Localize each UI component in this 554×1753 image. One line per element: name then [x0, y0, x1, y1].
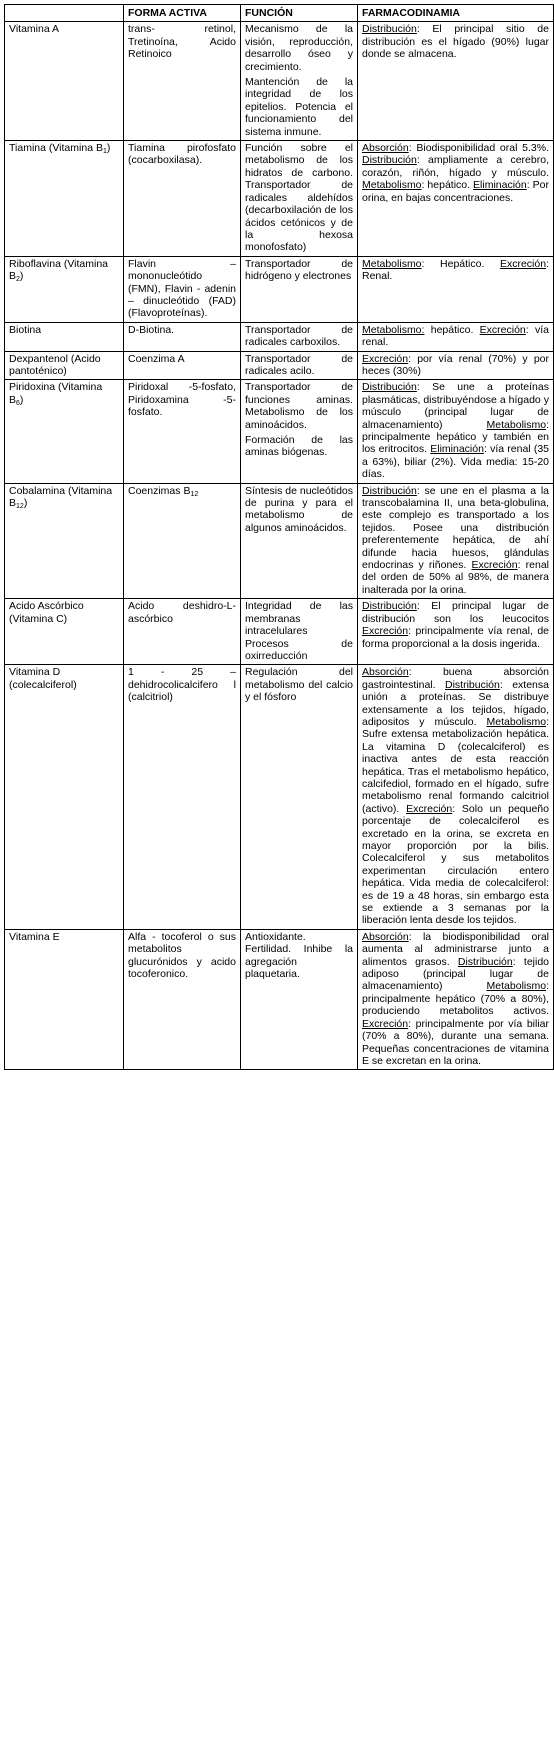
active-form-cell [124, 141, 241, 257]
pharma-text: : hepático. [421, 179, 474, 192]
pharma-cell [358, 322, 554, 351]
active-form: Flavin – mononucleótido (FMN), Flavin - adenin – dinucleótido (FAD) (Flavoproteínas). [128, 257, 236, 320]
active-form: trans- retinol, Tretinoína, Acido Retinoico [128, 23, 236, 61]
pharma-label: Distribución [362, 600, 417, 613]
function-text: Transportador de funciones aminas. Metabolismo de los aminoácidos. [245, 381, 353, 431]
pharma-label: Distribución [444, 678, 500, 691]
vitamin-name-cell [5, 483, 124, 599]
vitamin-name: Piridoxina (Vitamina B [9, 381, 103, 406]
table-row [5, 483, 554, 599]
pharma-label: Distribución [457, 955, 513, 968]
function-text: Antioxidante. Fertilidad. Inhibe la agregación plaquetaria. [245, 930, 353, 981]
pharma-text: hepático. [424, 323, 480, 336]
vitamin-name-cell [5, 665, 124, 930]
header-vitamin [5, 5, 124, 22]
function-text: Transportador de hidrógeno y electrones [245, 257, 353, 283]
pharma-text: : Renal. [362, 257, 549, 283]
pharma-text: : principalmente hepático (70% a 80%), produciendo metabolitos activos. [362, 980, 549, 1018]
table-row [5, 22, 554, 141]
pharma-text: : vía renal (35 a 63%), biliar (2%). Vida media: 15-20 días. [362, 443, 549, 481]
pharma-label: Distribución [362, 484, 417, 497]
vitamin-subscript: 2 [16, 276, 20, 284]
function-cell [241, 256, 358, 322]
pharma-text: : Por orina, en bajas concentraciones. [362, 179, 549, 204]
pharma-label: Eliminación [473, 179, 527, 192]
vitamin-name: Dexpantenol (Acido pantoténico) [9, 352, 101, 377]
active-form-cell [124, 322, 241, 351]
pharma-label: Absorción [362, 142, 409, 155]
pharma-cell [358, 22, 554, 141]
function-cell [241, 351, 358, 380]
table-body [5, 22, 554, 1070]
active-form-cell [124, 256, 241, 322]
pharma-label: Excreción [406, 802, 453, 815]
active-form: Coenzima A [128, 352, 185, 365]
pharma-cell [358, 483, 554, 599]
active-form-cell [124, 22, 241, 141]
vitamin-name-end: ) [19, 270, 24, 283]
pharma-label: Eliminación [430, 443, 484, 456]
table-row [5, 599, 554, 665]
pharma-label: Absorción [362, 666, 409, 679]
active-form: Piridoxal -5-fosfato, Piridoxamina -5-fosfato. [128, 381, 236, 419]
function-cell [241, 22, 358, 141]
function-cell [241, 483, 358, 599]
function-text: Transportador de radicales acilo. [245, 352, 353, 377]
pharma-label: Distribución [362, 154, 417, 167]
active-form: Coenzimas B [128, 484, 191, 497]
pharma-label: Metabolismo [362, 179, 422, 192]
pharma-text: : principalmente hepático y también en los eritrocitos. [362, 418, 549, 456]
table-row [5, 665, 554, 930]
function-cell [241, 929, 358, 1069]
pharma-label: Metabolismo [486, 980, 547, 993]
active-form: Tiamina pirofosfato (cocarboxilasa). [128, 142, 236, 167]
pharma-label: Excreción [479, 323, 526, 336]
vitamin-name-end: ) [23, 497, 28, 510]
active-form-cell [124, 483, 241, 599]
pharma-label: Distribución [362, 23, 417, 36]
pharma-text: : principalmente vía renal, de forma proporcional a la dosis ingerida. [362, 625, 549, 650]
vitamin-name-cell [5, 322, 124, 351]
table-row [5, 256, 554, 322]
function-text: Regulación del metabolismo del calcio y el fósforo [245, 666, 353, 704]
vitamin-name-cell [5, 929, 124, 1069]
function-cell [241, 665, 358, 930]
pharma-cell [358, 351, 554, 380]
vitamin-subscript: 12 [16, 503, 24, 511]
vitamin-name-cell [5, 141, 124, 257]
header-pharmacodynamics: FARMACODINAMIA [358, 5, 554, 22]
pharma-label: Excreción [362, 625, 409, 638]
function-cell [241, 141, 358, 257]
pharma-cell [358, 599, 554, 665]
table-row [5, 929, 554, 1069]
active-form-cell [124, 599, 241, 665]
pharma-text: : la biodisponibilidad oral aumenta al administrarse junto a alimentos grasos. [362, 930, 549, 968]
pharma-text: : por vía renal (70%) y por heces (30%) [362, 352, 549, 377]
pharma-label: Metabolismo [486, 715, 547, 728]
vitamin-subscript: 1 [102, 148, 107, 156]
vitamin-name: Vitamina A [9, 23, 60, 36]
active-form-cell [124, 351, 241, 380]
pharma-text: : renal del orden de 50% al 98%, de manera inalterada por la orina. [362, 559, 549, 596]
function-cell [241, 599, 358, 665]
active-form-cell [124, 380, 241, 483]
pharma-cell [358, 929, 554, 1069]
table-row [5, 322, 554, 351]
function-text: Integridad de las membranas intracelulares Procesos de oxirreducción [245, 600, 353, 662]
pharma-text: : El principal lugar de distribución son los leucocitos [362, 600, 549, 625]
function-text: Síntesis de nucleótidos de purina y para el metabolismo de algunos aminoácidos. [245, 484, 353, 534]
pharma-text: : Sufre extensa metabolización hepática. La vitamina D (colecalciferol) es inactiva antes de esta reacción hepática. Tras el metabolismo hepático, calcifediol, formado en el hígado, sufre metabolismo renal formando calcitriol (activo). [362, 715, 549, 815]
function-cell [241, 322, 358, 351]
vitamin-name-cell [5, 351, 124, 380]
active-form-subscript: 12 [190, 490, 199, 498]
table-row [5, 380, 554, 483]
pharma-text: : buena absorción gastrointestinal. [362, 666, 549, 691]
vitamin-name: Tiamina (Vitamina B [9, 142, 103, 155]
function-text: Mecanismo de la visión, reproducción, desarrollo óseo y crecimiento. [245, 23, 353, 73]
vitamin-name-cell [5, 380, 124, 483]
pharma-text: : Hepático. [421, 257, 500, 270]
pharma-cell [358, 380, 554, 483]
pharma-text: : se une en el plasma a la transcobalamina II, una beta-globulina, este complejo es transportado a los tejidos. Posee una distribución preferentemente hepática, de ahí difunde hacia huesos, glándulas endocrinas y riñones. [362, 484, 549, 572]
table-row [5, 351, 554, 380]
vitamin-name-cell [5, 256, 124, 322]
header-active-form: FORMA ACTIVA [124, 5, 241, 22]
header-row [5, 5, 554, 22]
pharma-cell [358, 665, 554, 930]
pharma-text: : Solo un pequeño porcentaje de colecalciferol es excretado en la orina, se excreta en mayor proporción por la bilis. Colecalciferol y sus metabolitos experimentan circulación entero hepática. Vida media de colecalciferol: es de 19 a 48 horas, sin embargo esta se extiende a 3 semanas por la liberación lenta desde los tejidos. [362, 802, 549, 927]
vitamin-name: Biotina [9, 323, 42, 336]
vitamin-name: Acido Ascórbico (Vitamina C) [9, 600, 84, 625]
function-text: Mantención de la integridad de los epitelios. Potencia el funcionamiento del sistema inmune. [245, 76, 353, 138]
pharma-text: : tejido adiposo (principal lugar de almacenamiento) [362, 955, 549, 993]
active-form: D-Biotina. [128, 323, 175, 336]
active-form: 1 - 25 – dehidrocolicalcifero l (calcitriol) [128, 666, 236, 704]
vitamin-name-end: ) [106, 142, 111, 155]
pharma-label: Distribución [362, 381, 417, 394]
pharma-cell [358, 141, 554, 257]
vitamin-name: Cobalamina (Vitamina B [9, 484, 113, 510]
vitamin-name-end: ) [19, 393, 24, 406]
active-form: Acido deshidro-L-ascórbico [128, 600, 236, 625]
pharma-label: Metabolismo [362, 257, 422, 270]
header-function: FUNCIÓN [241, 5, 358, 22]
pharma-cell [358, 256, 554, 322]
pharma-label: Absorción [362, 930, 409, 943]
pharma-text: : ampliamente a cerebro, corazón, riñón, hígado y músculo. [362, 154, 549, 179]
active-form: Alfa - tocoferol o sus metabolitos glucurónidos y acido tocoferonico. [128, 930, 236, 981]
pharma-label: Excreción [471, 559, 518, 572]
active-form-cell [124, 929, 241, 1069]
vitamin-subscript: 6 [16, 399, 20, 407]
active-form-cell [124, 665, 241, 930]
pharma-label: Metabolismo: [362, 323, 425, 336]
pharma-text: : principalmente por vía biliar (70% a 80%), durante una semana. Pequeñas concentraciones de vitamina E se excretan en la orina. [362, 1017, 549, 1067]
pharma-text: : El principal sitio de distribución es el hígado (90%) lugar donde se almacena. [362, 23, 549, 61]
function-text: Formación de las aminas biógenas. [245, 434, 353, 459]
pharma-label: Excreción [499, 257, 547, 270]
table-row [5, 141, 554, 257]
vitamin-name: Vitamina D (colecalciferol) [9, 666, 77, 691]
function-text: Transportador de radicales carboxilos. [245, 323, 353, 349]
function-cell [241, 380, 358, 483]
vitamin-name: Vitamina E [9, 930, 60, 943]
pharma-label: Excreción [362, 1017, 409, 1030]
pharma-label: Excreción [362, 352, 409, 365]
vitamin-name-cell [5, 22, 124, 141]
vitamins-table [4, 4, 554, 1070]
vitamin-name-cell [5, 599, 124, 665]
pharma-label: Metabolismo [486, 418, 547, 431]
pharma-text: : Biodisponibilidad oral 5.3%. [408, 142, 549, 155]
pharma-text: : extensa unión a proteínas. Se distribuye extensamente a los tejidos, hígado, adipositos y músculo. [362, 678, 549, 728]
pharma-text: : Se une a proteínas plasmáticas, distribuyéndose a hígado y músculo (principal lugar de almacenamiento) [362, 381, 549, 431]
pharma-text: : vía renal. [362, 323, 550, 349]
function-text: Función sobre el metabolismo de los hidratos de carbono. Transportador de radicales aldehídos (decarboxilación de los ácidos cetónicos y de la hexosa monofosfato) [245, 142, 353, 254]
vitamin-name: Riboflavina (Vitamina B [9, 257, 109, 283]
